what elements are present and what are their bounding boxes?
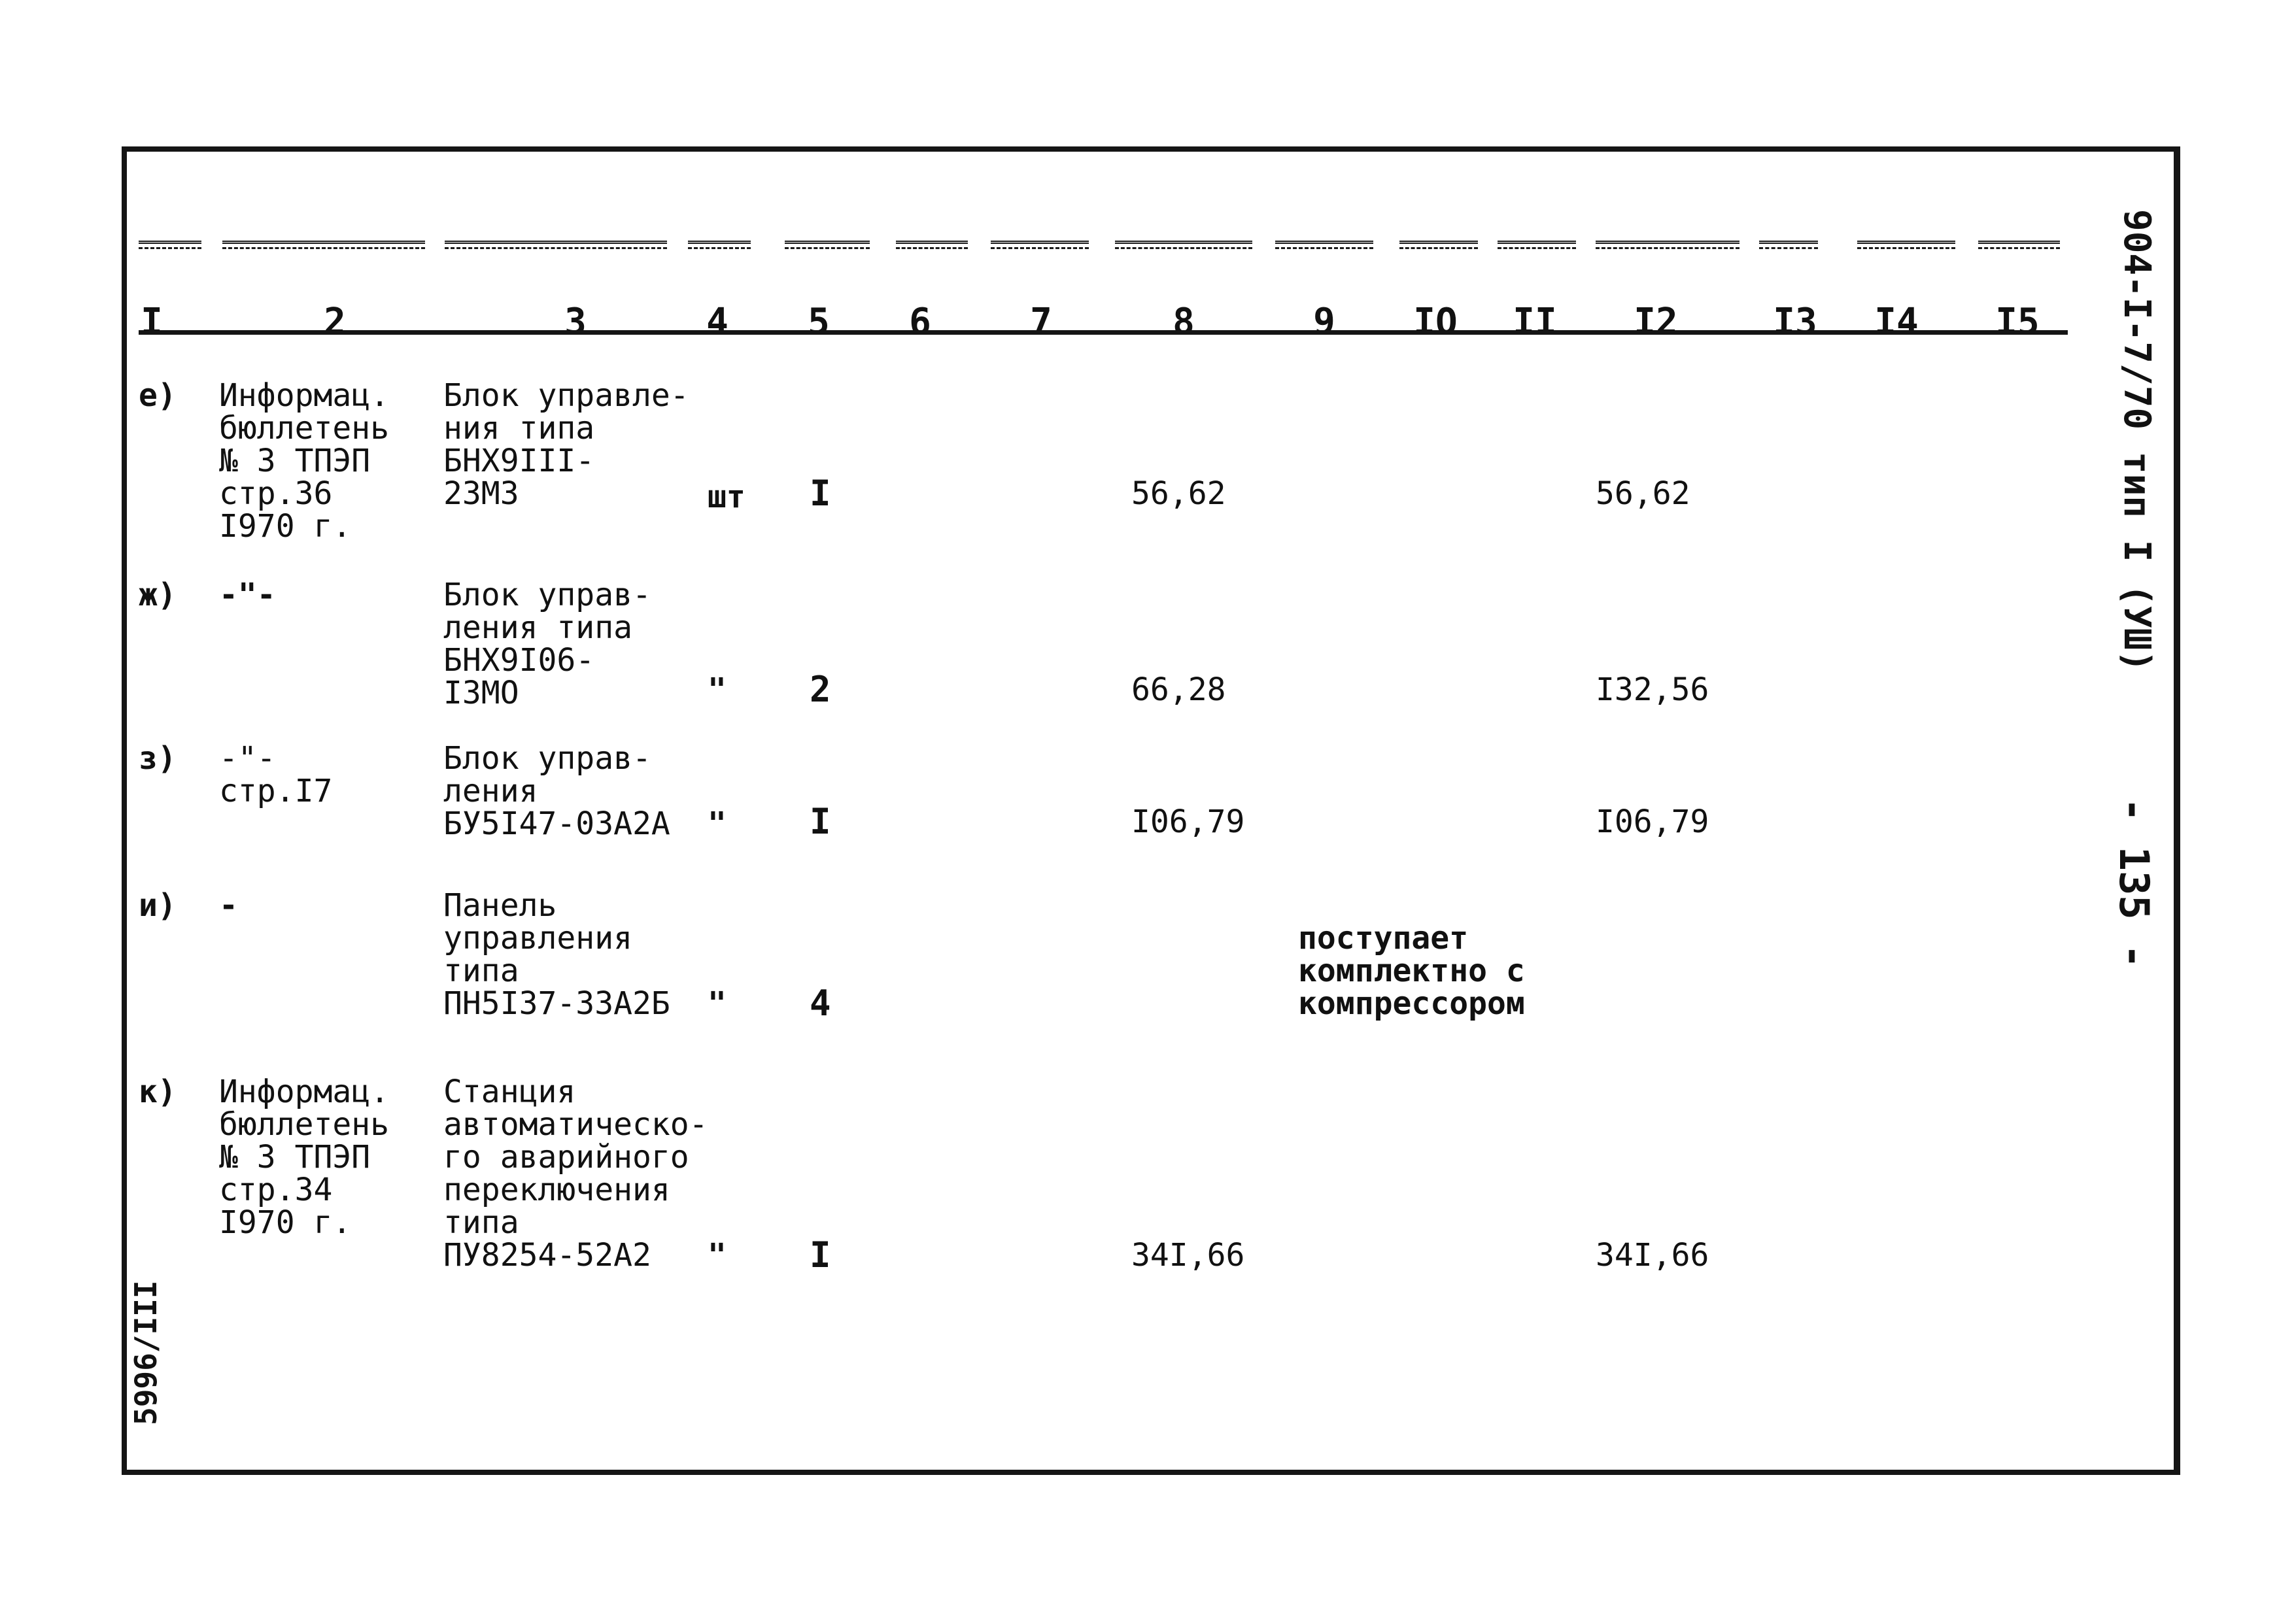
row-source: -"- стр.I7 <box>219 740 333 809</box>
row-unit: " <box>708 985 727 1022</box>
row-qty: I <box>810 473 831 514</box>
row-unit: " <box>708 805 727 842</box>
row-qty: 4 <box>810 983 831 1024</box>
row-total: I32,56 <box>1596 671 1709 708</box>
row-source: - <box>219 887 238 924</box>
row-unit: шт <box>708 479 745 515</box>
header-dash <box>445 241 667 249</box>
row-name: Блок управ- ления типа БНХ9I06- I3МО <box>443 577 651 711</box>
row-name: Панель управления типа ПН5I37-33А2Б <box>443 887 670 1022</box>
document-code: 904-I-7/70 тип I (УШ) <box>2116 209 2158 673</box>
row-total: 56,62 <box>1596 475 1690 512</box>
row-total: 34I,66 <box>1596 1237 1709 1274</box>
header-dash <box>1978 241 2060 249</box>
row-mark: е) <box>139 377 177 414</box>
row-note: поступает комплектно с компрессором <box>1298 920 1525 1022</box>
row-total: I06,79 <box>1596 804 1709 840</box>
column-header: I2 <box>1634 301 1678 343</box>
header-rule <box>139 330 2068 335</box>
header-dash <box>785 241 870 249</box>
header-dash <box>688 241 751 249</box>
header-dash <box>1498 241 1576 249</box>
row-mark: ж) <box>139 577 177 613</box>
header-dash <box>896 241 968 249</box>
header-dash <box>1275 241 1373 249</box>
row-mark: и) <box>139 887 177 924</box>
row-name: Станция автоматическо- го аварийного переключения типа ПУ8254-52А2 <box>443 1074 708 1274</box>
row-qty: I <box>810 801 831 842</box>
header-dash <box>139 241 201 249</box>
row-name: Блок управле- ния типа БНХ9III- 23МЗ <box>443 377 689 512</box>
header-dash <box>222 241 425 249</box>
row-price: 56,62 <box>1131 475 1226 512</box>
row-mark: к) <box>139 1074 177 1110</box>
row-price: 34I,66 <box>1131 1237 1245 1274</box>
page-number: - 135 - <box>2110 798 2158 969</box>
column-header: I <box>141 301 163 343</box>
column-header: I3 <box>1773 301 1817 343</box>
row-unit: " <box>708 1237 727 1274</box>
column-header: 9 <box>1313 301 1335 343</box>
row-mark: з) <box>139 740 177 777</box>
column-header: 2 <box>324 301 346 343</box>
column-header: I5 <box>1995 301 2040 343</box>
column-header: 4 <box>706 301 728 343</box>
row-unit: " <box>708 671 727 708</box>
header-dash <box>1596 241 1739 249</box>
header-dash <box>1759 241 1818 249</box>
archive-stamp: 5996/III <box>128 1280 163 1425</box>
column-header: 8 <box>1173 301 1195 343</box>
column-header: 3 <box>564 301 587 343</box>
column-header: 6 <box>909 301 931 343</box>
header-dash <box>991 241 1089 249</box>
row-source: Информац. бюллетень № 3 ТПЭП стр.34 I970 г. <box>219 1074 390 1241</box>
column-header: 5 <box>808 301 830 343</box>
row-source: -"- <box>219 577 276 613</box>
column-header: II <box>1513 301 1557 343</box>
header-dash <box>1399 241 1478 249</box>
row-name: Блок управ- ления БУ5I47-03А2А <box>443 740 670 842</box>
row-price: I06,79 <box>1131 804 1245 840</box>
column-header: I4 <box>1874 301 1919 343</box>
column-header: 7 <box>1030 301 1052 343</box>
header-dash <box>1115 241 1252 249</box>
row-price: 66,28 <box>1131 671 1226 708</box>
row-qty: I <box>810 1234 831 1276</box>
row-qty: 2 <box>810 669 831 710</box>
row-source: Информац. бюллетень № 3 ТПЭП стр.36 I970 г. <box>219 377 390 545</box>
column-header: IO <box>1413 301 1458 343</box>
header-dash <box>1857 241 1955 249</box>
